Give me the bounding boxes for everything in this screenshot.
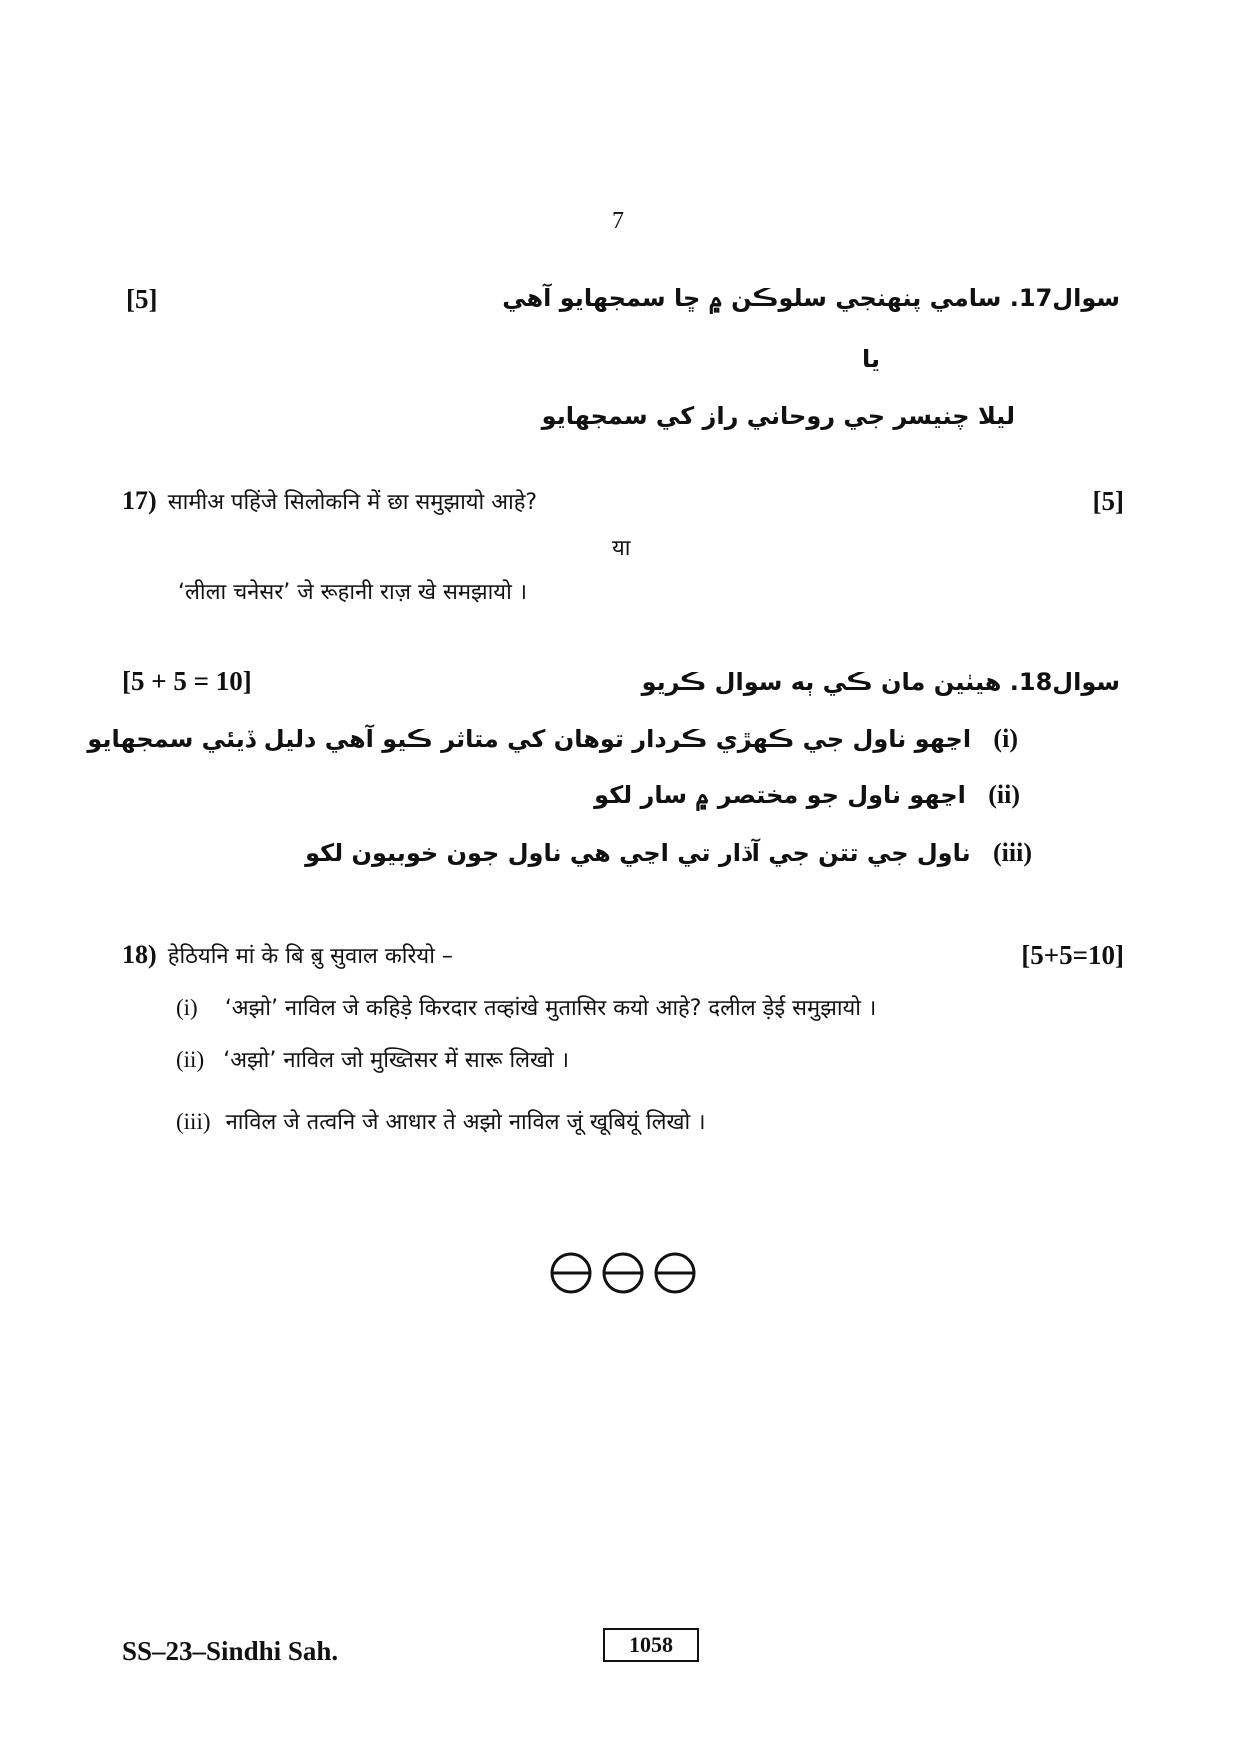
page-number: 7	[612, 208, 624, 234]
q17-hindi-or: या	[612, 536, 631, 561]
q17-sindhi-label: سوال17.	[1009, 284, 1120, 312]
q18-hindi-question	[122, 940, 453, 970]
q18-hindi-item-3	[176, 1106, 706, 1136]
q18-sindhi-item-1-text: اڃھو ناول جي ڪھڙي ڪردار توھان کي متاثر ڪيو آھي دليل ڏيئي سمجھايو	[87, 725, 972, 753]
q18-hindi-item-2-text: ‘अझो’ नाविल जो मुख्तिसर में सारू लिखो ।	[223, 1048, 570, 1073]
q18-sindhi-item-2	[594, 780, 1020, 810]
paper-box-code: 1058	[603, 1628, 699, 1662]
q17-hindi-number: 17)	[122, 486, 157, 515]
q18-sindhi-item-2-num: (ii)	[988, 780, 1020, 809]
q18-sindhi-label: سوال18.	[1009, 668, 1120, 696]
q18-sindhi-text: ھيٺين مان ڪي ٻه سوال ڪريو	[641, 668, 1002, 696]
q18-hindi-item-1-num: (i)	[176, 995, 198, 1020]
q17-sindhi-marks: [5]	[126, 284, 158, 314]
q18-hindi-marks: [5+5=10]	[1021, 940, 1124, 970]
q18-hindi-item-2	[176, 1044, 569, 1074]
q18-sindhi-item-2-text: اڃھو ناول جو مختصر ۾ سار لکو	[594, 781, 966, 809]
q18-hindi-item-2-num: (ii)	[176, 1047, 205, 1072]
paper-code: SS–23–Sindhi Sah.	[122, 1636, 339, 1666]
q17-sindhi-question	[502, 284, 1120, 312]
q18-hindi-number: 18)	[122, 940, 157, 969]
q18-sindhi-marks: [5 + 5 = 10]	[122, 666, 252, 696]
q18-hindi-item-3-text: नाविल जे तत्वनि जे आधार ते अझो नाविल जूं खूबियूं लिखो ।	[225, 1110, 706, 1135]
q18-sindhi-item-1	[87, 724, 1018, 754]
q18-hindi-text: हेठियनि मां के बि ब़ु सुवाल करियो –	[167, 944, 453, 969]
q18-hindi-item-1-text: ‘अझो’ नाविल जे कहिड़े किरदार तव्हांखे मुतासिर कयो आहे? दलील ड़ेई समुझायो ।	[224, 996, 877, 1021]
q17-hindi-alt: ‘लीला चनेसर’ जे रूहानी राज़ खे समझायो ।	[178, 580, 528, 605]
q18-sindhi-question	[642, 668, 1120, 696]
end-mark-icon	[548, 1250, 698, 1296]
q18-sindhi-item-3	[305, 838, 1032, 868]
q18-hindi-item-3-num: (iii)	[176, 1109, 211, 1134]
q18-hindi-item-1	[176, 992, 876, 1022]
q18-sindhi-item-3-num: (iii)	[992, 838, 1032, 867]
q18-sindhi-item-1-num: (i)	[993, 724, 1018, 753]
q17-sindhi-or: يا	[862, 345, 881, 373]
q17-sindhi-alt: ليلا چنيسر جي روحاني راز کي سمجھايو	[541, 402, 1015, 430]
q17-hindi-marks: [5]	[1092, 486, 1124, 516]
q17-hindi-text: सामीअ पहिंजे सिलोकनि में छा समुझायो आहे?	[167, 490, 538, 515]
q17-sindhi-text: سامي پنھنجي سلوڪن ۾ ڇا سمجھايو آھي	[502, 284, 1002, 312]
q17-hindi-question	[122, 486, 537, 516]
q18-sindhi-item-3-text: ناول جي تتن جي آڌار تي اڃي ھي ناول جون خوبيون لکو	[305, 839, 971, 867]
